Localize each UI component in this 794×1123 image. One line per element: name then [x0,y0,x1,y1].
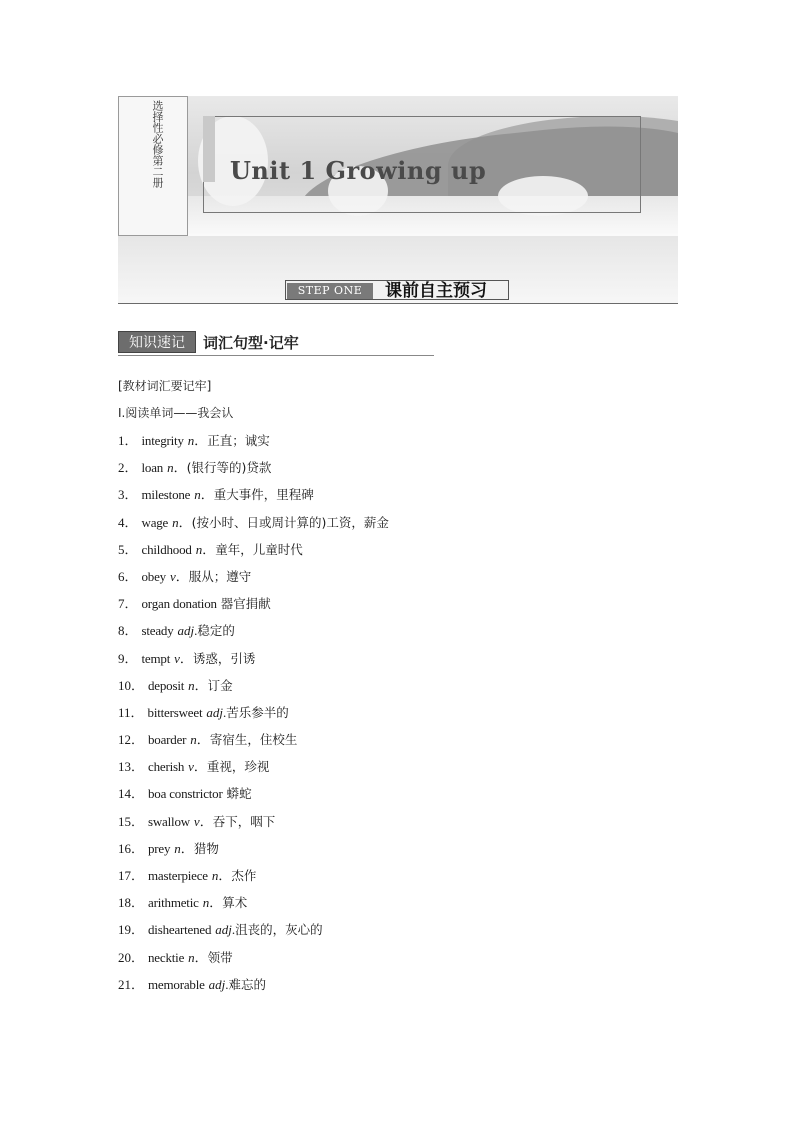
vocab-word: masterpiece [148,868,208,883]
vocab-number: 18． [118,895,145,911]
vocab-meaning: 订金 [207,677,233,693]
vocab-word: organ donation [141,596,217,612]
series-label: 选择性必修第二册 [151,100,164,188]
vocab-separator: . [222,704,227,720]
vocab-meaning: (按小时、日或周计算的)工资，薪金 [191,514,389,530]
vocab-number: 17． [118,868,145,883]
vocab-word: swallow [148,813,190,829]
vocab-meaning: 杰作 [231,868,257,883]
vocab-subheading: [教材词汇要记牢] [118,379,212,393]
vocab-item [118,431,389,458]
vocab-separator: ． [194,677,208,693]
vocab-part-of-speech: n [188,677,195,693]
vocab-number: 6． [118,568,138,584]
step-one-label: STEP ONE [287,283,373,299]
vocab-separator: ． [200,487,214,503]
vocab-part-of-speech: n [188,949,195,965]
vocab-separator: . [225,976,229,992]
vocab-meaning: 沮丧的，灰心的 [235,922,323,938]
vocab-word: childhood [141,541,192,557]
vocab-item [118,784,389,811]
vocab-word: cherish [148,759,185,775]
vocab-number: 13． [118,759,145,775]
vocab-meaning: (银行等的)贷款 [186,460,272,476]
vocab-number: 8． [118,623,138,639]
vocab-part-of-speech: adj [177,623,195,639]
vocabulary-list [118,431,389,1002]
vocab-number: 16． [118,840,145,856]
vocab-item [118,975,389,1002]
vocab-item [118,621,389,648]
vocab-meaning: 苦乐参半的 [226,704,289,720]
vocab-number: 11． [118,704,144,720]
vocab-separator: ． [178,514,192,530]
vocab-word: steady [141,623,174,639]
vocab-item [118,594,389,621]
vocab-number: 19． [118,922,145,938]
vocab-part-of-speech: n [187,433,195,448]
vocab-item [118,703,389,730]
vocab-item [118,839,389,866]
vocab-part-of-speech: v [188,759,194,775]
vocab-meaning: 猎物 [193,840,219,856]
vocab-item [118,920,389,947]
vocab-part-of-speech: n [211,868,219,883]
vocab-word: memorable [148,976,205,992]
vocab-meaning: 重大事件，里程碑 [213,487,314,503]
vocab-separator: . [194,623,198,639]
vocab-item [118,757,389,784]
vocab-separator: ． [199,813,213,829]
vocab-word: prey [148,840,171,856]
vocab-separator: ． [209,895,223,911]
vocab-number: 2． [118,460,138,476]
part-label: Ⅰ.阅读单词——我会认 [118,406,234,420]
vocab-number: 10． [118,677,145,693]
vocab-part-of-speech: n [194,487,201,503]
vocab-number: 20． [118,949,145,965]
vocab-word: wage [141,514,169,530]
vocab-part-of-speech: v [174,650,180,666]
vocab-item [118,812,389,839]
vocab-meaning: 稳定的 [197,623,235,639]
section-title: 词汇句型·记牢 [203,334,299,352]
vocab-part-of-speech: n [174,840,181,856]
vocab-part-of-speech: n [195,541,203,557]
vocab-item [118,513,389,540]
vocab-meaning: 服从；遵守 [188,568,252,584]
vocab-word: boarder [148,732,187,748]
vocab-separator: ． [194,949,208,965]
vocab-number: 12． [118,732,145,748]
vocab-word: integrity [141,433,184,448]
vocab-meaning: 童年，儿童时代 [215,541,303,557]
vocab-separator: ． [194,433,208,448]
vocab-part-of-speech: n [167,460,174,476]
vocab-word: obey [141,568,166,584]
vocab-item [118,676,389,703]
vocab-meaning: 难忘的 [228,976,267,992]
vocab-meaning: 算术 [222,895,248,911]
vocab-separator: ． [180,840,194,856]
vocab-number: 3． [118,487,138,503]
vocab-word: arithmetic [148,895,199,911]
vocab-separator: ． [173,460,187,476]
vocab-number: 1． [118,433,138,448]
title-frame-tab [203,116,215,182]
vocab-word: deposit [148,677,185,693]
vocab-part-of-speech: n [190,732,197,748]
vocab-part-of-speech: n [202,895,210,911]
vocab-part-of-speech: adj [206,704,223,720]
step-title: 课前自主预习 [385,281,487,301]
vocab-meaning: 正直；诚实 [207,433,270,448]
vocab-word: boa constrictor [148,786,223,802]
vocab-number: 14． [118,786,145,802]
vocab-item [118,866,389,893]
vocab-item [118,893,389,920]
vocab-meaning: 寄宿生，住校生 [209,732,298,748]
vocab-item [118,567,389,594]
vocab-part-of-speech: v [193,813,200,829]
vocab-item [118,730,389,757]
vocab-number: 7． [118,596,138,612]
vocab-item [118,649,389,676]
vocab-separator: ． [196,732,210,748]
vocab-number: 15． [118,813,145,829]
vocab-word: bittersweet [147,704,203,720]
vocab-item [118,948,389,975]
vocab-item [118,458,389,485]
vocab-part-of-speech: v [169,568,176,584]
vocab-separator: . [231,922,236,938]
vocab-meaning: 诱惑，引诱 [192,650,256,666]
vocab-meaning: 器官捐献 [220,596,271,612]
vocab-separator: ． [193,759,207,775]
vocab-separator: ． [175,568,189,584]
vocab-word: disheartened [148,922,212,938]
vocab-word: loan [141,460,164,476]
vocab-word: tempt [141,650,171,666]
vocab-meaning: 领带 [207,949,233,965]
vocab-word: milestone [141,487,191,503]
vocab-part-of-speech: n [172,514,179,530]
vocab-number: 21． [118,976,145,992]
vocab-separator: ． [218,868,232,883]
vocab-number: 9． [118,650,138,666]
vocab-part-of-speech: adj [215,922,232,938]
section-divider [118,355,434,356]
vocab-item [118,540,389,567]
unit-title: Unit 1 Growing up [230,156,487,185]
vocab-number: 4． [118,514,138,530]
vocab-part-of-speech: adj [208,976,226,992]
vocab-separator: ． [202,541,216,557]
vocab-number: 5． [118,541,138,557]
step-divider [118,303,678,304]
vocab-meaning: 蟒蛇 [226,786,252,802]
vocab-meaning: 吞下，咽下 [212,813,276,829]
vocab-separator: ． [179,650,193,666]
vocab-item [118,485,389,512]
vocab-meaning: 重视，珍视 [206,759,270,775]
section-tag: 知识速记 [118,331,196,353]
vocab-word: necktie [148,949,185,965]
